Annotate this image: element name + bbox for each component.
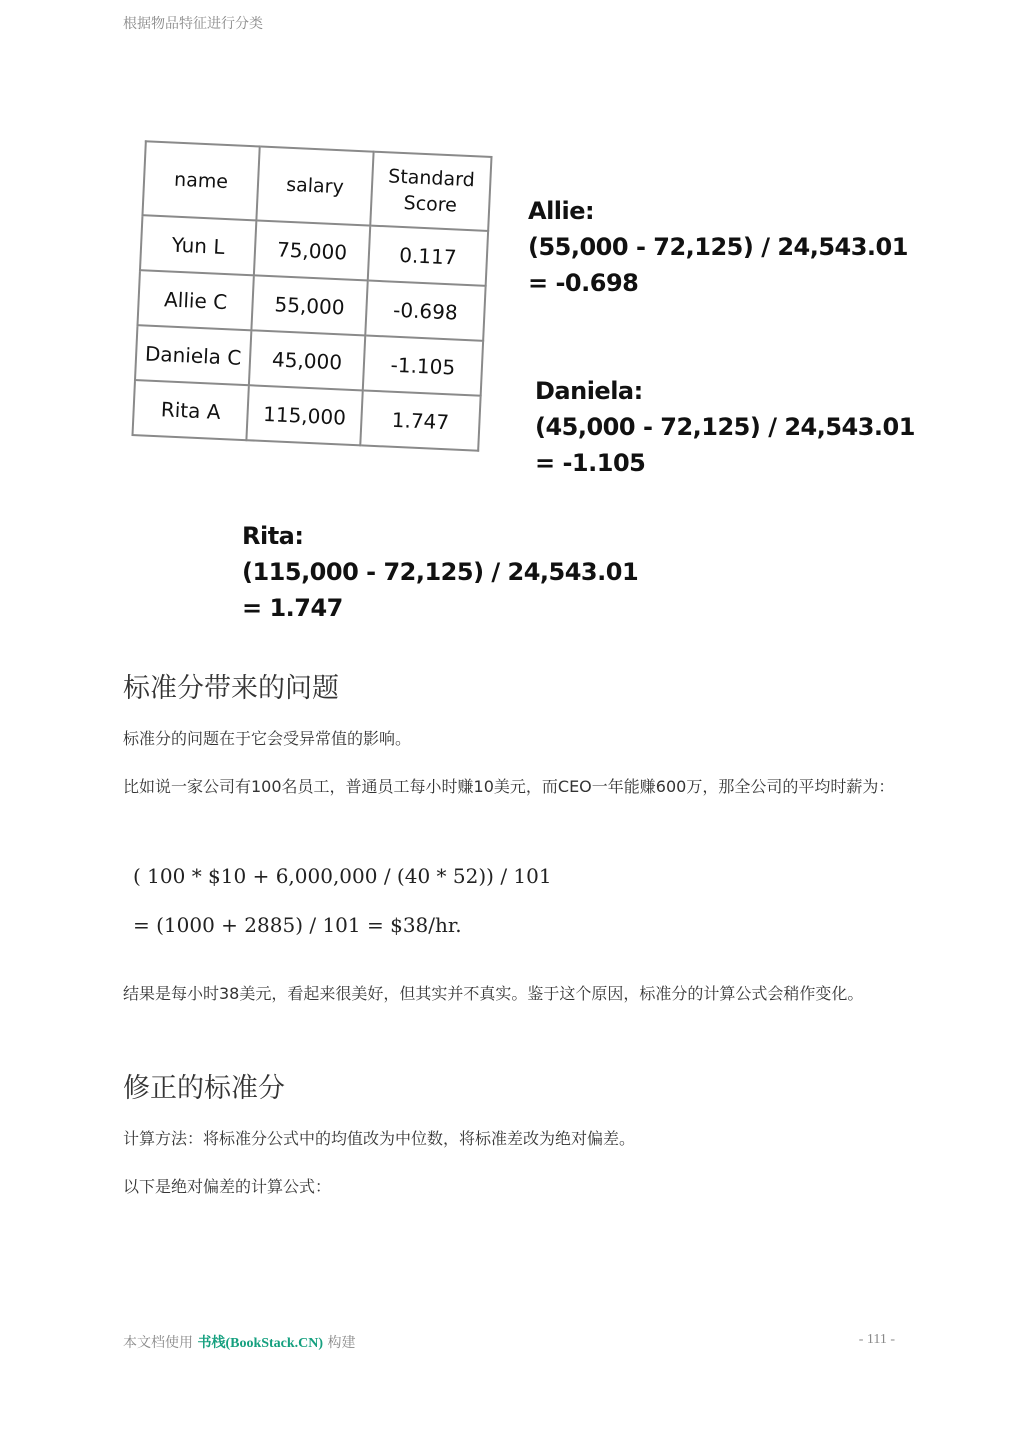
calc-rita-result: = 1.747 xyxy=(242,594,343,622)
header-standard-score: Standard Score xyxy=(370,152,491,231)
calc-rita-name: Rita: xyxy=(242,522,304,550)
cell-score: 0.117 xyxy=(368,226,488,286)
cell-score: -1.105 xyxy=(363,335,483,395)
calc-allie-formula: (55,000 - 72,125) / 24,543.01 xyxy=(528,233,908,261)
cell-name: Allie C xyxy=(137,270,253,330)
calc-allie-result: = -0.698 xyxy=(528,269,639,297)
calc-allie-name: Allie: xyxy=(528,197,595,225)
calc-rita-formula: (115,000 - 72,125) / 24,543.01 xyxy=(242,558,639,586)
cell-salary: 115,000 xyxy=(246,385,362,445)
calc-daniela xyxy=(535,373,915,481)
formula-line-2: = (1000 + 2885) / 101 = $38/hr. xyxy=(133,913,462,937)
standard-score-table xyxy=(131,140,492,451)
formula-line-1: ( 100 * $10 + 6,000,000 / (40 * 52)) / 101 xyxy=(133,864,552,888)
cell-salary: 75,000 xyxy=(254,220,370,280)
section-heading-modified: 修正的标准分 xyxy=(123,1073,285,1104)
cell-score: 1.747 xyxy=(360,390,480,450)
paragraph-method: 计算方法：将标准分公式中的均值改为中位数，将标准差改为绝对偏差。 xyxy=(123,1129,636,1148)
standard-score-table-figure xyxy=(131,140,492,451)
page-number: - 111 - xyxy=(858,1332,895,1347)
section-heading-problem: 标准分带来的问题 xyxy=(123,673,339,704)
paragraph-formula-intro: 以下是绝对偏差的计算公式： xyxy=(123,1177,332,1196)
header-name: name xyxy=(142,141,259,220)
footer-brand-link[interactable]: 书栈(BookStack.CN) xyxy=(197,1336,324,1351)
header-salary: salary xyxy=(256,146,373,225)
footer-prefix: 本文档使用 xyxy=(123,1335,193,1351)
calc-daniela-result: = -1.105 xyxy=(535,449,646,477)
cell-name: Rita A xyxy=(133,380,249,440)
calc-daniela-name: Daniela: xyxy=(535,377,643,405)
running-title: 根据物品特征进行分类 xyxy=(123,16,263,32)
footer-credit xyxy=(123,1332,356,1352)
cell-salary: 55,000 xyxy=(251,275,367,335)
calc-rita xyxy=(242,518,638,626)
paragraph-example: 比如说一家公司有100名员工，普通员工每小时赚10美元，而CEO一年能赚600万，那全公司的平均时薪为： xyxy=(123,777,895,796)
footer-suffix: 构建 xyxy=(327,1335,356,1351)
paragraph-result: 结果是每小时38美元，看起来很美好，但其实并不真实。鉴于这个原因，标准分的计算公式会稍作变化。 xyxy=(123,984,864,1003)
calc-allie xyxy=(528,193,908,301)
cell-score: -0.698 xyxy=(365,281,485,341)
cell-name: Yun L xyxy=(140,215,256,275)
paragraph-outlier: 标准分的问题在于它会受异常值的影响。 xyxy=(123,729,412,748)
cell-salary: 45,000 xyxy=(249,330,365,390)
calc-daniela-formula: (45,000 - 72,125) / 24,543.01 xyxy=(535,413,915,441)
cell-name: Daniela C xyxy=(135,325,251,385)
